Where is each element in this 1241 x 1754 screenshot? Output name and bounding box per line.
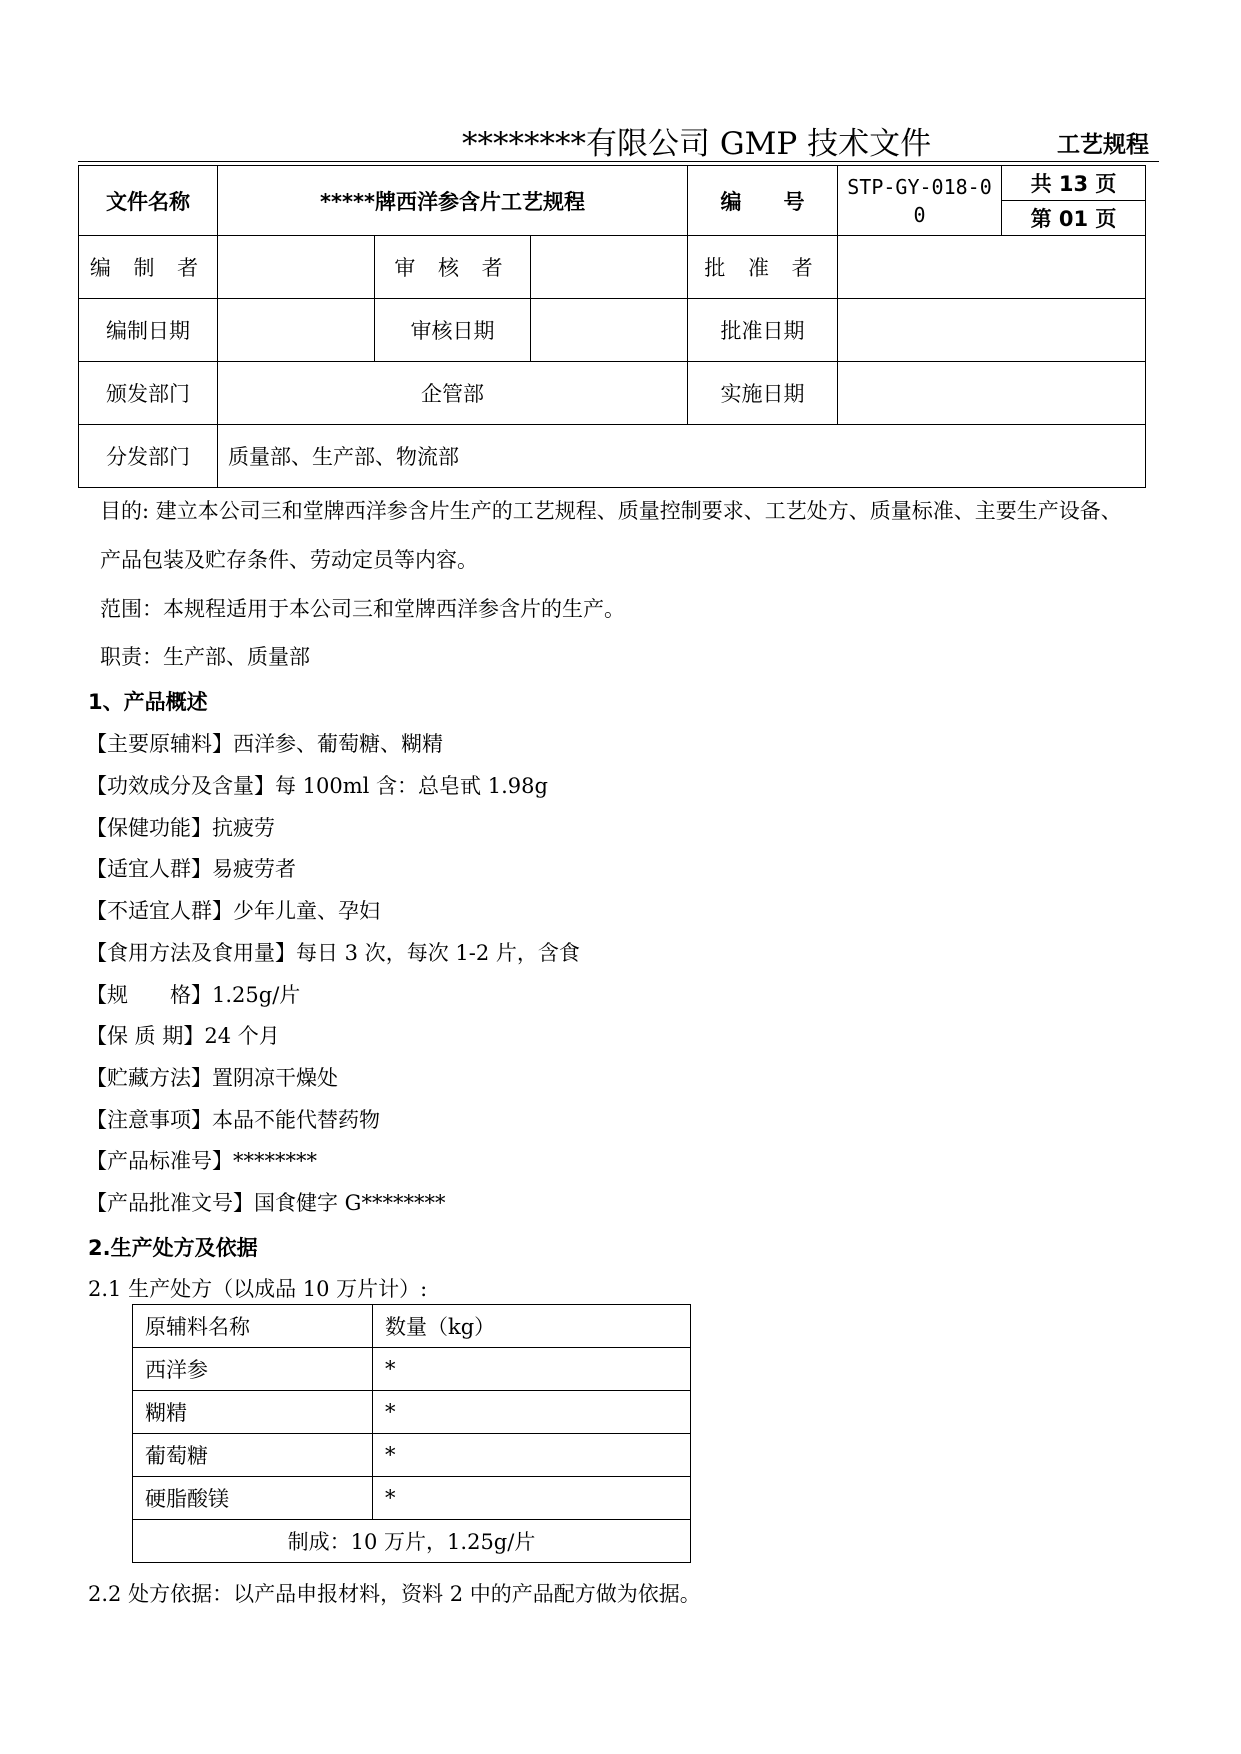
current-page: 第 01 页 <box>1002 201 1146 236</box>
doc-number-value: STP-GY-018-00 <box>838 166 1002 236</box>
file-name-label: 文件名称 <box>79 166 218 236</box>
overview-item: 【保 质 期】24 个月 <box>86 1024 280 1048</box>
author-date-label: 编制日期 <box>79 299 218 362</box>
header-divider <box>78 161 1159 162</box>
ingredient-quantity: * <box>373 1391 691 1434</box>
total-pages: 共 13 页 <box>1002 166 1146 201</box>
ingredient-quantity: * <box>373 1477 691 1520</box>
overview-item: 【功效成分及含量】每 100ml 含：总皂甙 1.98g <box>86 774 548 798</box>
formula-table <box>132 1304 691 1563</box>
author-label: 编 制 者 <box>79 236 218 299</box>
document-info-table <box>78 165 1146 488</box>
approver-value <box>838 236 1146 299</box>
overview-item: 【贮藏方法】置阴凉干燥处 <box>86 1066 338 1090</box>
dist-dept-label: 分发部门 <box>79 425 218 488</box>
overview-item: 【不适宜人群】少年儿童、孕妇 <box>86 899 380 923</box>
effective-date-label: 实施日期 <box>688 362 838 425</box>
table-row <box>133 1391 691 1434</box>
document-type-label: 工艺规程 <box>1057 132 1149 158</box>
duty-text: 职责：生产部、质量部 <box>100 645 310 669</box>
section-2-heading: 2.生产处方及依据 <box>88 1236 258 1260</box>
file-name-value: *****牌西洋参含片工艺规程 <box>218 166 688 236</box>
approve-date-label: 批准日期 <box>688 299 838 362</box>
ingredient-name: 硬脂酸镁 <box>133 1477 373 1520</box>
ingredient-name: 西洋参 <box>133 1348 373 1391</box>
overview-item: 【规 格】1.25g/片 <box>86 983 301 1007</box>
document-header-title: ********有限公司 GMP 技术文件 <box>462 126 932 162</box>
review-date-label: 审核日期 <box>375 299 531 362</box>
ingredient-quantity: * <box>373 1348 691 1391</box>
approve-date-value <box>838 299 1146 362</box>
overview-item: 【保健功能】抗疲劳 <box>86 816 275 840</box>
overview-item: 【产品标准号】******** <box>86 1149 317 1173</box>
formula-basis-text: 2.2 处方依据：以产品申报材料，资料 2 中的产品配方做为依据。 <box>88 1582 701 1606</box>
purpose-text-line1: 目的: 建立本公司三和堂牌西洋参含片生产的工艺规程、质量控制要求、工艺处方、质量标准、主要生产设备、 <box>100 499 1122 523</box>
issue-dept-value: 企管部 <box>218 362 688 425</box>
approver-label: 批 准 者 <box>688 236 838 299</box>
formula-header-cell: 原辅料名称 <box>133 1305 373 1348</box>
doc-number-label: 编 号 <box>688 166 838 236</box>
overview-item: 【注意事项】本品不能代替药物 <box>86 1108 380 1132</box>
reviewer-value <box>531 236 688 299</box>
purpose-text-line2: 产品包装及贮存条件、劳动定员等内容。 <box>100 548 478 572</box>
section-1-heading: 1、产品概述 <box>88 690 208 714</box>
formula-subheading: 2.1 生产处方（以成品 10 万片计）: <box>88 1277 428 1301</box>
ingredient-name: 糊精 <box>133 1391 373 1434</box>
overview-item: 【食用方法及食用量】每日 3 次，每次 1-2 片，含食 <box>86 941 580 965</box>
scope-text: 范围：本规程适用于本公司三和堂牌西洋参含片的生产。 <box>100 597 625 621</box>
overview-item: 【产品批准文号】国食健字 G******** <box>86 1191 446 1215</box>
effective-date-value <box>838 362 1146 425</box>
table-row <box>133 1477 691 1520</box>
ingredient-quantity: * <box>373 1434 691 1477</box>
dist-dept-value: 质量部、生产部、物流部 <box>218 425 1146 488</box>
table-row <box>133 1348 691 1391</box>
author-value <box>218 236 375 299</box>
formula-header-cell: 数量（kg） <box>373 1305 691 1348</box>
overview-item: 【适宜人群】易疲劳者 <box>86 857 296 881</box>
ingredient-name: 葡萄糖 <box>133 1434 373 1477</box>
author-date-value <box>218 299 375 362</box>
overview-item: 【主要原辅料】西洋参、葡萄糖、糊精 <box>86 732 443 756</box>
table-row <box>133 1434 691 1477</box>
issue-dept-label: 颁发部门 <box>79 362 218 425</box>
reviewer-label: 审 核 者 <box>375 236 531 299</box>
formula-footer: 制成：10 万片，1.25g/片 <box>133 1520 691 1563</box>
review-date-value <box>531 299 688 362</box>
